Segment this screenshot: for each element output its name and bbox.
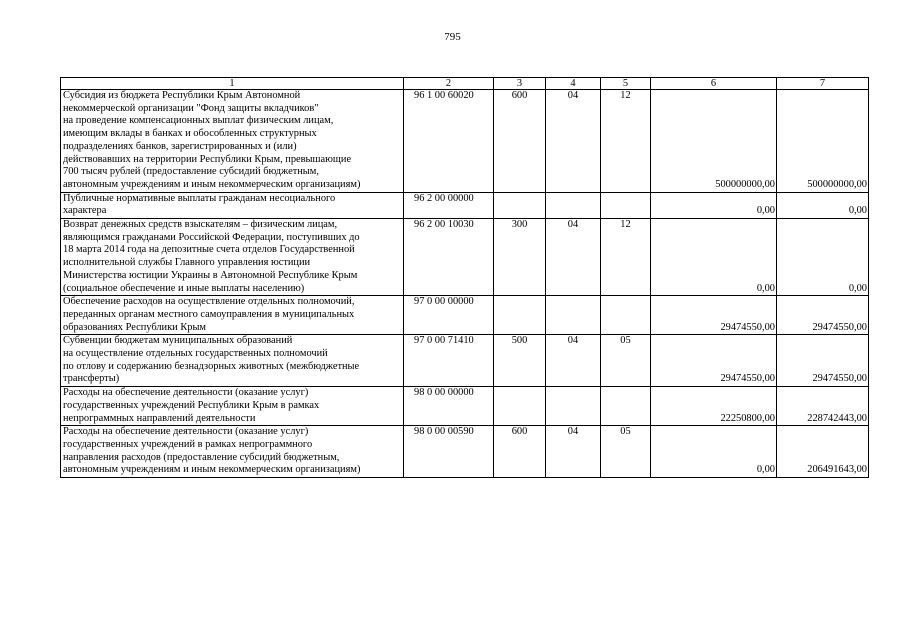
header-row (61, 78, 869, 90)
budget-table (60, 77, 869, 478)
amount-col6: 500000000,00 (651, 90, 777, 193)
expense-type (494, 387, 546, 426)
budget-code: 97 0 00 71410 (404, 335, 494, 387)
amount-col6: 22250800,00 (651, 387, 777, 426)
table-row (61, 426, 869, 478)
amount-col7: 228742443,00 (777, 387, 869, 426)
row-description: Возврат денежных средств взыскателям – физическим лицам, являющимся гражданами Российской Федерации, поступивших до 18 марта 2014 года на депозитные счета отделов Государственной исполнительной службы Главного управления юстиции Министерства юстиции Украины в Автономной Республике Крым (социальное обеспечение и иные выплаты населению) (61, 219, 404, 296)
expense-type: 500 (494, 335, 546, 387)
table-row (61, 90, 869, 193)
amount-col7: 500000000,00 (777, 90, 869, 193)
subsection-code: 12 (601, 219, 651, 296)
budget-code: 98 0 00 00000 (404, 387, 494, 426)
section-code (546, 387, 601, 426)
subsection-code (601, 296, 651, 335)
amount-col6: 29474550,00 (651, 335, 777, 387)
expense-type: 600 (494, 90, 546, 193)
amount-col6: 0,00 (651, 426, 777, 478)
budget-code: 96 1 00 60020 (404, 90, 494, 193)
expense-type (494, 296, 546, 335)
expense-type: 600 (494, 426, 546, 478)
row-description: Субсидия из бюджета Республики Крым Автономной некоммерческой организации "Фонд защиты вкладчиков" на проведение компенсационных выплат физическим лицам, имеющим вклады в банках и обособленных структурных подразделениях банков, зарегистрированных и (или) действовавших на территории Республики Крым, превышающие 700 тысяч рублей (предоставление субсидий бюджетным, автономным учреждениям и иным некоммерческим организациям) (61, 90, 404, 193)
section-code: 04 (546, 426, 601, 478)
section-code: 04 (546, 90, 601, 193)
section-code (546, 296, 601, 335)
column-header: 1 (61, 78, 404, 90)
section-code: 04 (546, 219, 601, 296)
table-row (61, 192, 869, 218)
budget-code: 96 2 00 00000 (404, 192, 494, 218)
expense-type (494, 192, 546, 218)
column-header: 6 (651, 78, 777, 90)
budget-code: 96 2 00 10030 (404, 219, 494, 296)
column-header: 5 (601, 78, 651, 90)
amount-col6: 29474550,00 (651, 296, 777, 335)
amount-col7: 0,00 (777, 219, 869, 296)
amount-col6: 0,00 (651, 192, 777, 218)
amount-col7: 29474550,00 (777, 335, 869, 387)
amount-col7: 0,00 (777, 192, 869, 218)
subsection-code: 12 (601, 90, 651, 193)
table-row (61, 335, 869, 387)
amount-col6: 0,00 (651, 219, 777, 296)
table-row (61, 219, 869, 296)
budget-code: 97 0 00 00000 (404, 296, 494, 335)
row-description: Обеспечение расходов на осуществление отдельных полномочий, переданных органам местного самоуправления в муниципальных образованиях Республики Крым (61, 296, 404, 335)
subsection-code (601, 387, 651, 426)
expense-type: 300 (494, 219, 546, 296)
section-code (546, 192, 601, 218)
row-description: Расходы на обеспечение деятельности (оказание услуг) государственных учреждений в рамках непрограммного направления расходов (предоставление субсидий бюджетным, автономным учреждениям и иным некоммерческим организациям) (61, 426, 404, 478)
column-header: 2 (404, 78, 494, 90)
page-number: 795 (444, 31, 461, 43)
table-row (61, 387, 869, 426)
budget-code: 98 0 00 00590 (404, 426, 494, 478)
column-header: 4 (546, 78, 601, 90)
column-header: 3 (494, 78, 546, 90)
section-code: 04 (546, 335, 601, 387)
table-row (61, 296, 869, 335)
amount-col7: 206491643,00 (777, 426, 869, 478)
row-description: Субвенции бюджетам муниципальных образований на осуществление отдельных государственных полномочий по отлову и содержанию безнадзорных животных (межбюджетные трансферты) (61, 335, 404, 387)
row-description: Публичные нормативные выплаты гражданам несоциального характера (61, 192, 404, 218)
amount-col7: 29474550,00 (777, 296, 869, 335)
row-description: Расходы на обеспечение деятельности (оказание услуг) государственных учреждений Республики Крым в рамках непрограммных направлений деятельности (61, 387, 404, 426)
subsection-code: 05 (601, 335, 651, 387)
subsection-code (601, 192, 651, 218)
column-header: 7 (777, 78, 869, 90)
subsection-code: 05 (601, 426, 651, 478)
